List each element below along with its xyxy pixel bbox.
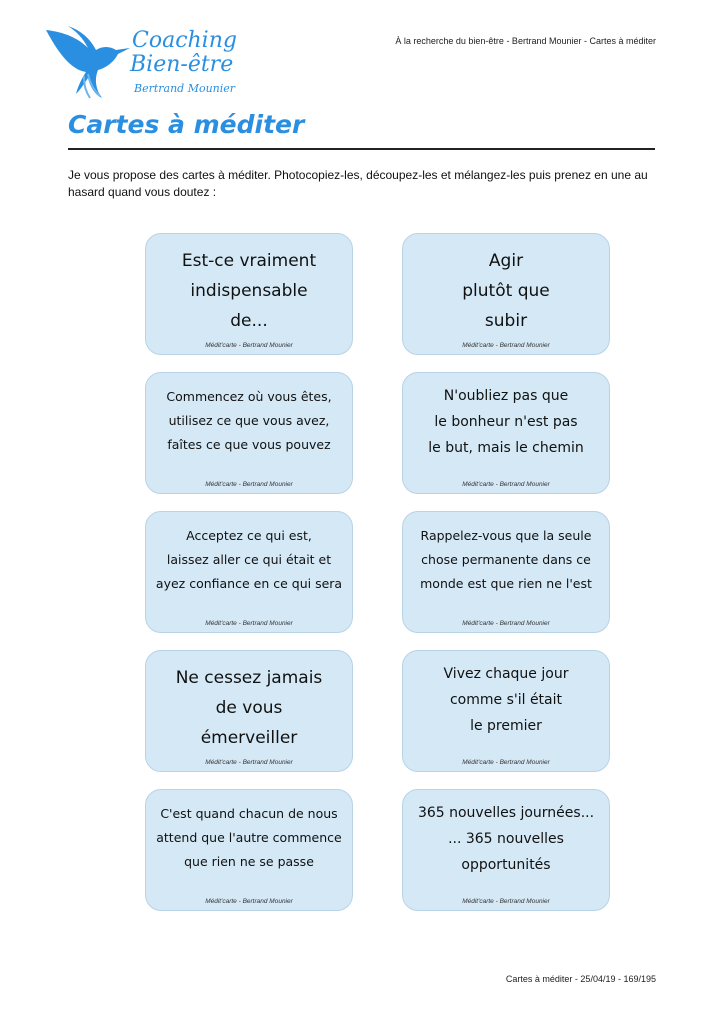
logo-line-1: Coaching xyxy=(132,28,237,53)
meditation-card xyxy=(402,511,610,633)
card-footer: Médit'carte - Bertrand Mounier xyxy=(462,481,550,488)
card-text: Commencez où vous êtes, utilisez ce que vous avez, faîtes ce que vous pouvez xyxy=(166,389,332,452)
card-footer: Médit'carte - Bertrand Mounier xyxy=(205,342,293,349)
intro-paragraph: Je vous propose des cartes à méditer. Photocopiez-les, découpez-les et mélangez-les puis prenez en une au hasard quand vous doutez : xyxy=(68,168,648,199)
meditation-card xyxy=(145,789,353,911)
card-text: Vivez chaque jour comme s'il était le premier xyxy=(443,666,569,734)
card-footer: Médit'carte - Bertrand Mounier xyxy=(205,759,293,766)
card-text: Ne cessez jamais de vous émerveiller xyxy=(175,668,323,748)
card-footer: Médit'carte - Bertrand Mounier xyxy=(462,620,550,627)
card-footer: Médit'carte - Bertrand Mounier xyxy=(205,898,293,905)
logo-line-2: Bien-être xyxy=(130,52,234,77)
meditation-card xyxy=(402,650,610,772)
meditation-card xyxy=(145,650,353,772)
meditation-card xyxy=(402,372,610,494)
card-text: N'oubliez pas que le bonheur n'est pas le but, mais le chemin xyxy=(428,388,584,456)
page-footer: Cartes à méditer - 25/04/19 - 169/195 xyxy=(505,974,656,984)
page-title: Cartes à méditer xyxy=(68,110,305,139)
card-text: Acceptez ce qui est, laissez aller ce qui était et ayez confiance en ce qui sera xyxy=(155,528,343,591)
meditation-card xyxy=(402,789,610,911)
card-footer: Médit'carte - Bertrand Mounier xyxy=(205,481,293,488)
logo-line-3: Bertrand Mounier xyxy=(134,82,236,95)
card-text: C'est quand chacun de nous attend que l'autre commence que rien ne se passe xyxy=(156,806,342,869)
header-breadcrumb: À la recherche du bien-être - Bertrand Mounier - Cartes à méditer xyxy=(395,36,656,46)
hummingbird-icon xyxy=(44,24,134,104)
card-text: Est-ce vraiment indispensable de... xyxy=(181,251,317,331)
meditation-card xyxy=(145,511,353,633)
title-rule xyxy=(68,148,655,150)
meditation-card xyxy=(402,233,610,355)
card-text: Rappelez-vous que la seule chose permanente dans ce monde est que rien ne l'est xyxy=(420,528,592,591)
card-footer: Médit'carte - Bertrand Mounier xyxy=(462,342,550,349)
card-footer: Médit'carte - Bertrand Mounier xyxy=(205,620,293,627)
card-footer: Médit'carte - Bertrand Mounier xyxy=(462,898,550,905)
card-footer: Médit'carte - Bertrand Mounier xyxy=(462,759,550,766)
logo xyxy=(44,24,254,104)
card-text: 365 nouvelles journées... ... 365 nouvelles opportunités xyxy=(417,805,595,873)
card-text: Agir plutôt que subir xyxy=(462,251,550,331)
meditation-card xyxy=(145,372,353,494)
meditation-card xyxy=(145,233,353,355)
